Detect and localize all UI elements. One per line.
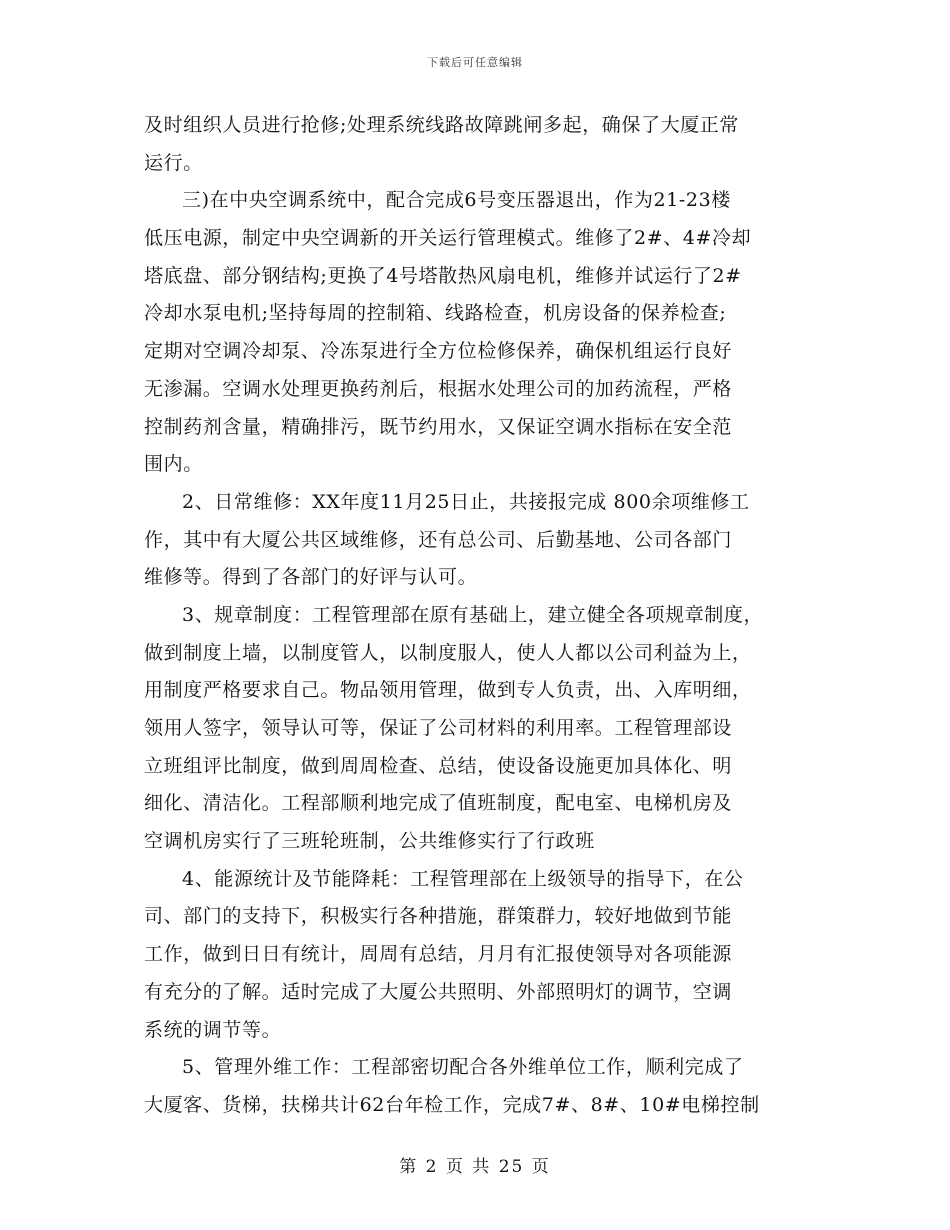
body-line: 冷却水泵电机;坚持每周的控制箱、线路检查，机房设备的保养检查; [144, 302, 727, 325]
body-line: 大厦客、货梯，扶梯共计62台年检工作，完成7#、8#、10#电梯控制 [144, 1093, 760, 1116]
body-line: 用制度严格要求自己。物品领用管理，做到专人负责，出、入库明细， [144, 679, 752, 702]
document-body [144, 107, 804, 1125]
body-line: 4、能源统计及节能降耗：工程管理部在上级领导的指导下，在公 [182, 867, 744, 890]
body-line: 控制药剂含量，精确排污，既节约用水，又保证空调水指标在安全范 [144, 415, 733, 438]
body-line: 定期对空调冷却泵、冷冻泵进行全方位检修保养，确保机组运行良好 [144, 340, 733, 363]
body-line: 司、部门的支持下，积极实行各种措施，群策群力，较好地做到节能 [144, 905, 733, 928]
body-line: 运行。 [144, 151, 203, 174]
body-line: 系统的调节等。 [144, 1018, 282, 1041]
body-line: 领用人签字，领导认可等，保证了公司材料的利用率。工程管理部设 [144, 717, 733, 739]
body-line: 工作，做到日日有统计，周周有总结，月月有汇报使领导对各项能源 [144, 943, 733, 966]
body-line: 维修等。得到了各部门的好评与认可。 [144, 566, 478, 589]
body-line: 5、管理外维工作：工程部密切配合各外维单位工作，顺利完成了 [182, 1056, 744, 1079]
body-line: 作，其中有大厦公共区域维修，还有总公司、后勤基地、公司各部门 [144, 528, 733, 551]
body-line: 细化、清洁化。工程部顺利地完成了值班制度，配电室、电梯机房及 [144, 792, 733, 815]
body-line: 围内。 [144, 453, 203, 476]
body-line: 三)在中央空调系统中，配合完成6号变压器退出，作为21-23楼 [182, 189, 731, 212]
body-line: 低压电源，制定中央空调新的开关运行管理模式。维修了2#、4#冷却 [144, 227, 752, 250]
body-line: 塔底盘、部分钢结构;更换了4号塔散热风扇电机，维修并试运行了2# [144, 264, 742, 287]
body-line: 空调机房实行了三班轮班制，公共维修实行了行政班 [144, 830, 595, 853]
body-line: 3、规章制度：工程管理部在原有基础上，建立健全各项规章制度， [182, 603, 764, 626]
page-header-note: 下载后可任意编辑 [427, 56, 523, 69]
body-line: 做到制度上墙，以制度管人，以制度服人，使人人都以公司利益为上， [144, 641, 752, 664]
body-line: 及时组织人员进行抢修;处理系统线路故障跳闸多起，确保了大厦正常 [144, 114, 740, 136]
body-line: 2、日常维修：XX年度11月25日止，共接报完成 800余项维修工 [182, 490, 750, 513]
body-line: 无渗漏。空调水处理更换药剂后，根据水处理公司的加药流程，严格 [144, 377, 733, 400]
page-number-footer: 第 2 页 共 25 页 [399, 1157, 551, 1177]
body-line: 立班组评比制度，做到周周检查、总结，使设备设施更加具体化、明 [144, 754, 733, 777]
body-line: 有充分的了解。适时完成了大厦公共照明、外部照明灯的调节，空调 [144, 980, 733, 1003]
